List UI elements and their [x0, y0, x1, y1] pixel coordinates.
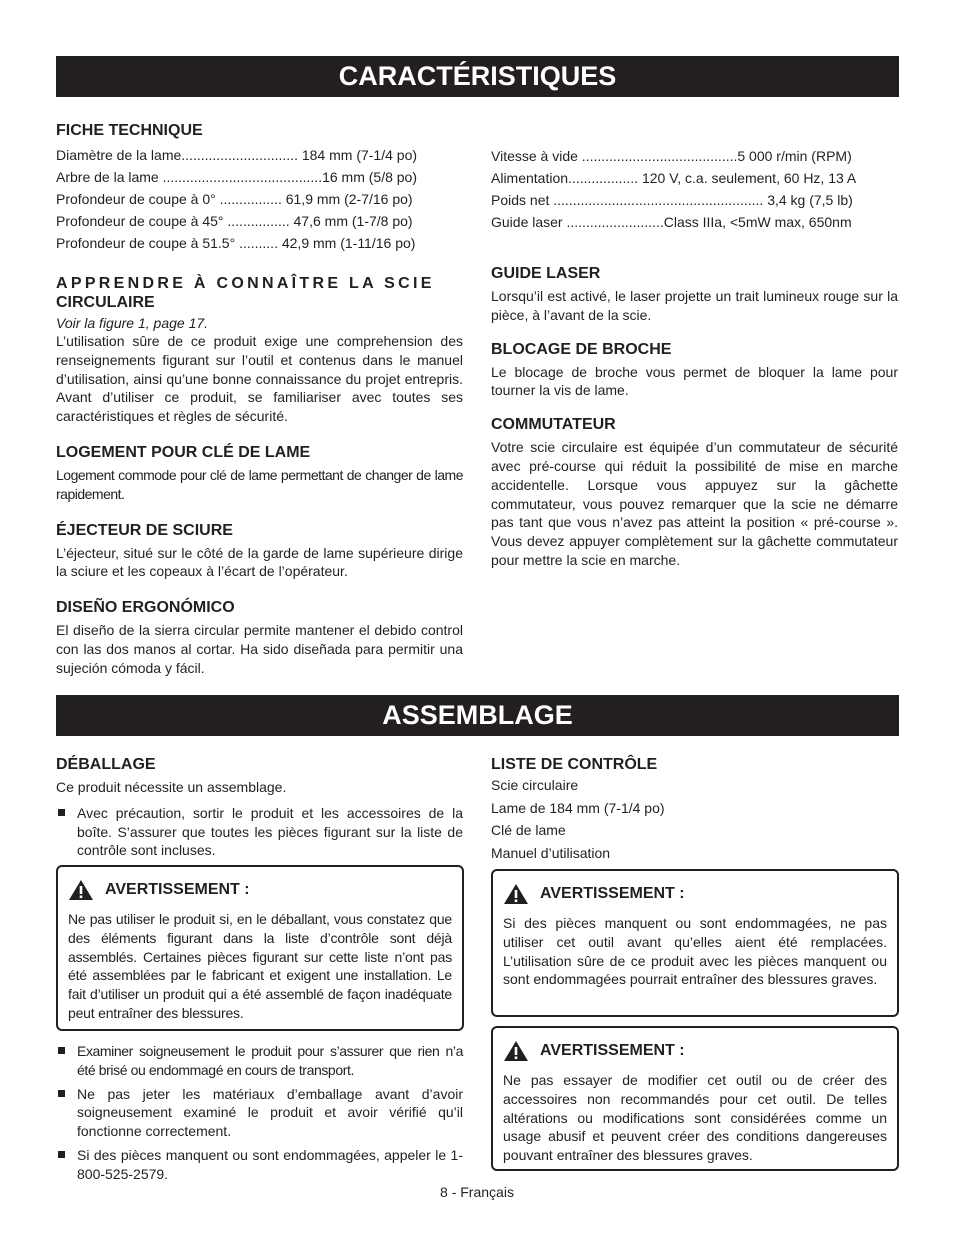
bullet-text: Examiner soigneusement le produit pour s’assurer que rien n’a été brisé ou endommagé en cours de transport.: [77, 1043, 463, 1078]
blocage-text: Le blocage de broche vous permet de bloquer la lame pour tourner la vis de lame.: [491, 363, 898, 399]
commutateur-heading: COMMUTATEUR: [491, 416, 616, 434]
bullet-square-icon: [58, 809, 65, 816]
fiche-technique-heading: FICHE TECHNIQUE: [56, 122, 203, 139]
guide-laser-section: [491, 264, 898, 325]
warning-triangle-icon: [68, 879, 94, 901]
spec-line: Profondeur de coupe à 0° ................ 61,9 mm (2-7/16 po): [56, 191, 413, 207]
apprendre-heading-line2: CIRCULAIRE: [56, 294, 155, 311]
ejecteur-heading: ÉJECTEUR DE SCIURE: [56, 521, 233, 539]
warning-title: AVERTISSEMENT :: [540, 885, 685, 902]
list-item: [56, 1085, 463, 1141]
bullet-square-icon: [58, 1047, 65, 1054]
spec-line: Poids net ...................................................... 3,4 kg (7,5 lb): [491, 192, 853, 208]
left-column-top: [56, 121, 463, 678]
commutateur-section: [491, 415, 898, 570]
ejecteur-text: L’éjecteur, situé sur le côté de la garde de lame supérieure dirige la sciure et les copeaux à l’écart de l’opérateur.: [56, 544, 463, 580]
spec-line: Profondeur de coupe à 45° ................ 47,6 mm (1-7/8 po): [56, 213, 413, 229]
bullet-text: Avec précaution, sortir le produit et les accessoires de la boîte. S’assurer que toutes les pièces figurant sur la liste de contrôle sont incluses.: [77, 804, 463, 859]
spec-list-left: [56, 144, 463, 254]
warning-heading: [503, 883, 887, 905]
liste-controle-section: [491, 755, 898, 864]
liste-controle-heading: LISTE DE CONTRÔLE: [491, 756, 658, 773]
bullet-text: Ne pas jeter les matériaux d’emballage avant d’avoir soigneusement examiné le produit et avoir vérifié qu’il fonctionne correctement.: [77, 1085, 463, 1140]
deballage-heading: DÉBALLAGE: [56, 756, 156, 773]
spec-line: Guide laser .........................Class IIIa, <5mW max, 650nm: [491, 214, 852, 230]
warning-text: Si des pièces manquent ou sont endommagées, ne pas utiliser cet outil avant qu’elles aient été remplacées. L’utilisation sûre de ce produit avec les pièces manquent ou sont endommagées pourrait entraîner des blessures graves.: [503, 915, 887, 988]
bullet-square-icon: [58, 1151, 65, 1158]
bullet-text: Si des pièces manquent ou sont endommagées, appeler le 1-800-525-2579.: [77, 1146, 463, 1182]
blocage-heading: BLOCAGE DE BROCHE: [491, 340, 672, 358]
spec-list-right: [491, 145, 898, 233]
warning-triangle-icon: [503, 1040, 529, 1062]
list-item: [56, 804, 463, 860]
diseno-section: [56, 598, 463, 677]
spec-line: Vitesse à vide ........................................5 000 r/min (RPM): [491, 148, 852, 164]
warning-box-pieces: [491, 869, 899, 1017]
bullet-square-icon: [58, 1090, 65, 1097]
warning-triangle-icon: [503, 883, 529, 905]
logement-heading: LOGEMENT POUR CLÉ DE LAME: [56, 443, 311, 461]
guide-laser-text: Lorsqu’il est activé, le laser projette un trait lumineux rouge sur la pièce, à l’avant de la scie.: [491, 288, 898, 323]
warning-text: Ne pas utiliser le produit si, en le déballant, vous constatez que des éléments figurant dans la liste d’contrôle sont déjà assemblés. Certaines pièces figurant sur cette liste n’ont pas été assemblées par le fabricant et exigent une installation. Le fait d’utiliser un produit qui a été assemblé de façon inadéquate peut entraîner des blessures.: [68, 911, 452, 1021]
apprendre-text: L’utilisation sûre de ce produit exige une comprehension des renseignements figurant sur l’outil et contenus dans le manuel d’utilisation, ainsi qu’une bonne connaissance du projet entrepris. Avant d’utiliser ce produit, se familiariser avec toutes ses caractéristiques et règles de sécurité.: [56, 333, 463, 425]
warning-box-modification: [491, 1026, 899, 1171]
spec-line: Profondeur de coupe à 51.5° .......... 42,9 mm (1-11/16 po): [56, 235, 416, 251]
list-item: [56, 1146, 463, 1184]
deballage-bullets: [56, 1042, 463, 1184]
figure-reference: Voir la figure 1, page 17.: [56, 315, 209, 331]
checklist-item: Scie circulaire: [491, 777, 579, 793]
list-item: [56, 1042, 463, 1080]
warning-box-deballage: [56, 865, 464, 1031]
commutateur-text: Votre scie circulaire est équipée d’un commutateur de sécurité avec pré-course qui réduit la possibilité de mise en marche accidentelle. Lorsque vous appuyez sur la gâchette commutateur, vous pouvez remarquer que la scie ne démarre pas tant que vous n’avez pas atteint la position « pré-course ». Vous devez appuyer complètement sur la gâchette commutateur pour mettre la scie en marche.: [491, 439, 898, 568]
logement-text: Logement commode pour clé de lame permettant de changer de lame rapidement.: [56, 466, 463, 502]
checklist-item: Manuel d’utilisation: [491, 844, 611, 861]
section-banner-assemblage: ASSEMBLAGE: [56, 695, 899, 736]
diseno-heading: DISEÑO ERGONÓMICO: [56, 599, 235, 617]
apprendre-heading-line1: APPRENDRE À CONNAÎTRE LA SCIE: [56, 275, 435, 292]
checklist-item: Lame de 184 mm (7-1/4 po): [491, 799, 665, 816]
section-banner-caracteristiques: CARACTÉRISTIQUES: [56, 56, 899, 97]
spec-line: Alimentation.................. 120 V, c.a. seulement, 60 Hz, 13 A: [491, 170, 857, 186]
diseno-text: El diseño de la sierra circular permite mantener el debido control con las dos manos al cortar. Ha sido diseñada para permitir una sujeción cómoda y fácil.: [56, 622, 463, 676]
deballage-section: [56, 755, 463, 860]
spec-line: Arbre de la lame .........................................16 mm (5/8 po): [56, 169, 418, 185]
checklist-item: Clé de lame: [491, 822, 566, 838]
logement-section: [56, 443, 463, 504]
warning-title: AVERTISSEMENT :: [540, 1042, 685, 1059]
guide-laser-heading: GUIDE LASER: [491, 265, 601, 282]
page-number: 8 - Français: [440, 1184, 514, 1200]
blocage-section: [491, 340, 898, 401]
spec-line: Diamètre de la lame.............................. 184 mm (7-1/4 po): [56, 147, 418, 163]
warning-title: AVERTISSEMENT :: [105, 881, 250, 898]
ejecteur-section: [56, 521, 463, 582]
right-column-top: [491, 145, 898, 570]
warning-text: Ne pas essayer de modifier cet outil ou de créer des accessoires non recommandés pour cet outil. De telles altérations ou modifications sont considérées comme un usage abusif et peuvent créer des conditions dangereuses pouvant entraîner des blessures graves.: [503, 1072, 887, 1164]
warning-heading: [503, 1040, 887, 1062]
warning-heading: [68, 879, 452, 901]
apprendre-section: [56, 274, 463, 426]
deballage-intro: Ce produit nécessite un assemblage.: [56, 779, 287, 795]
